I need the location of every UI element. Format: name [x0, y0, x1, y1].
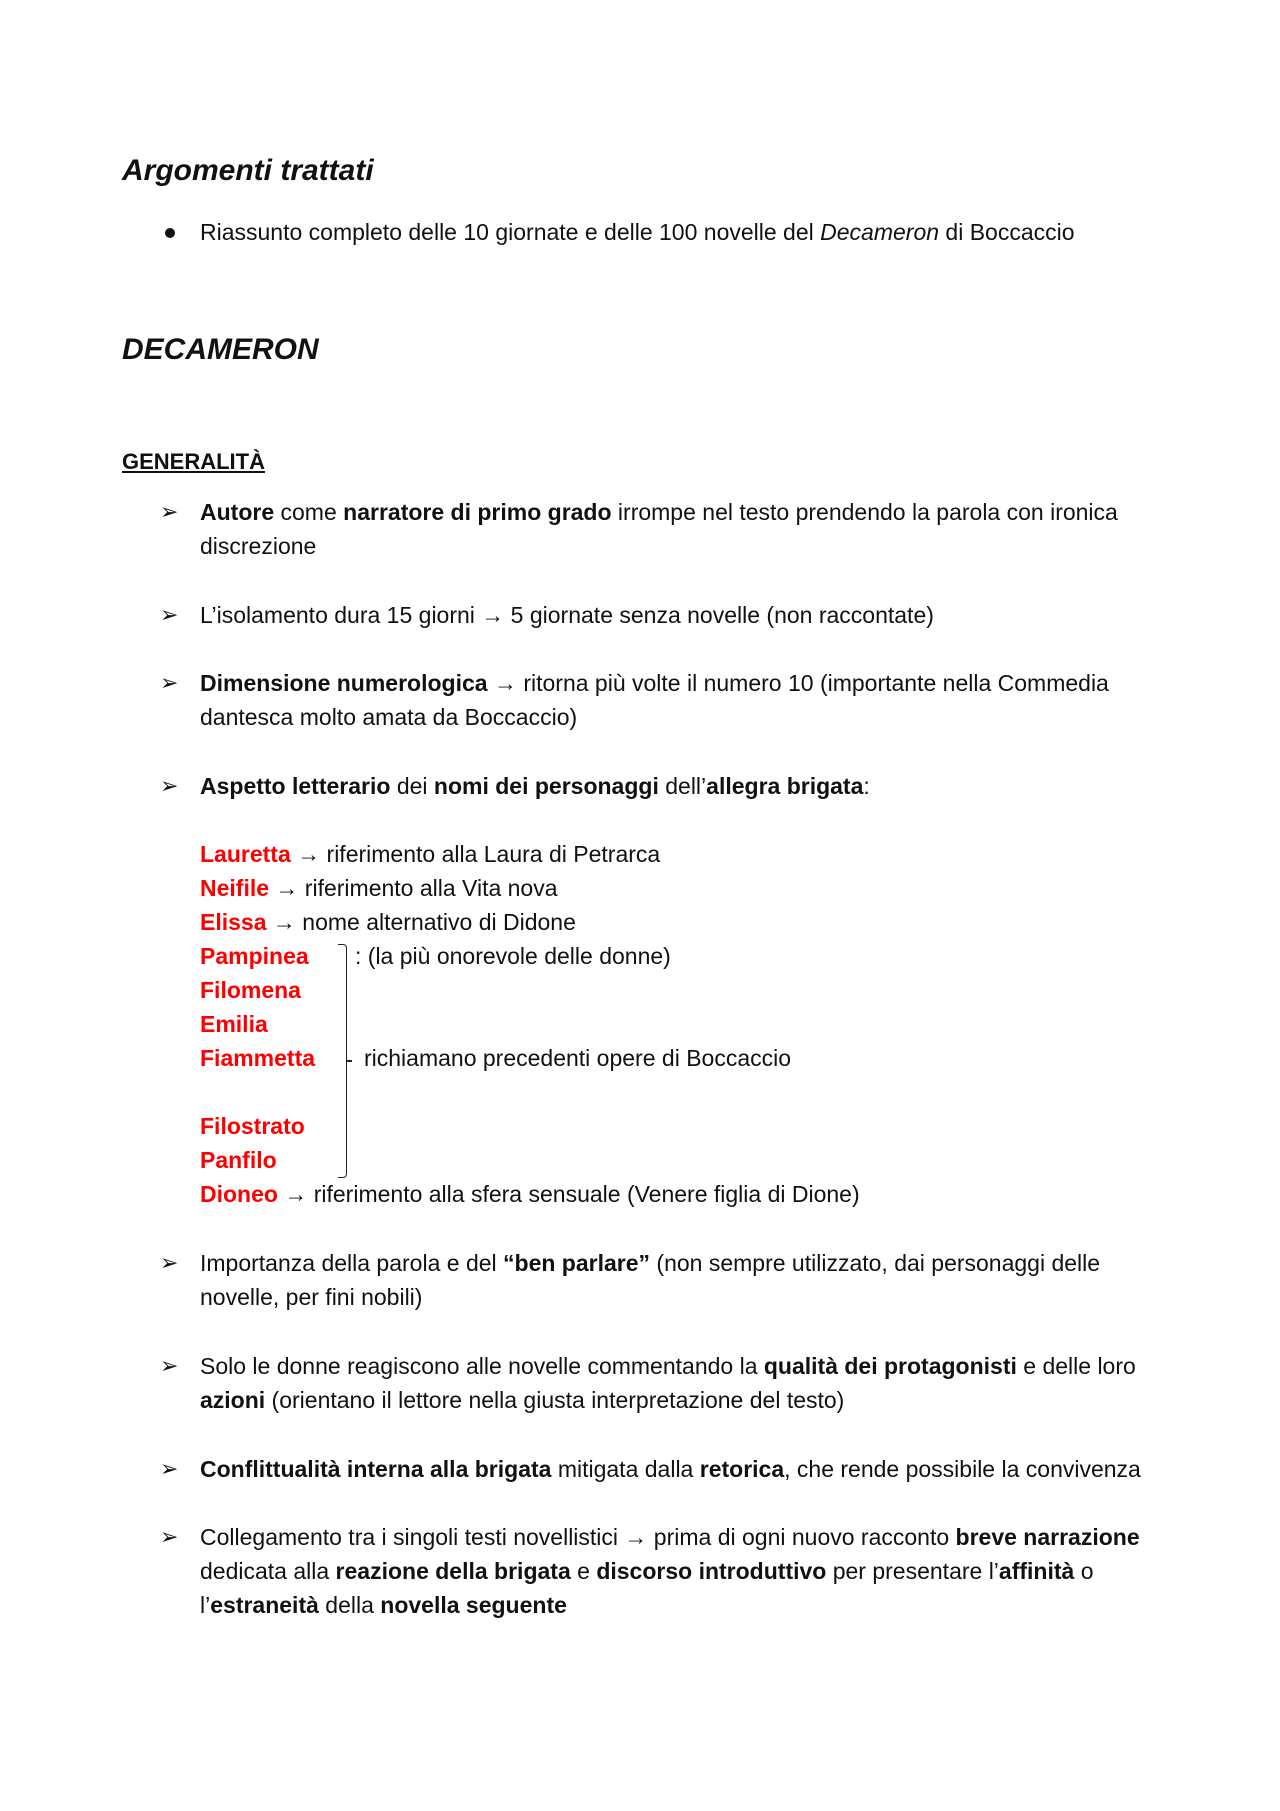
text: e delle loro [1016, 1353, 1136, 1379]
text: Collegamento tra i singoli testi novellistici [200, 1524, 625, 1550]
arrow-bullet-icon: ➢ [160, 1353, 179, 1378]
bold-text: Aspetto letterario [200, 773, 391, 799]
character-note: nome alternativo di Didone [295, 909, 576, 935]
list-item [160, 1349, 1170, 1417]
text: o l’ [200, 1558, 1094, 1618]
arrow-icon: → [624, 1524, 648, 1550]
text: mitigata dalla [551, 1456, 700, 1482]
bold-text: novella seguente [380, 1592, 567, 1618]
character-name: Elissa [200, 909, 267, 935]
list-item [160, 495, 1170, 563]
character-elissa [200, 905, 576, 939]
character-name: Neifile [200, 875, 270, 901]
bold-text: estraneità [210, 1592, 319, 1618]
character-name: Filostrato [200, 1113, 305, 1139]
character-name: Filomena [200, 977, 301, 1003]
text: e [570, 1558, 597, 1584]
text: Solo le donne reagiscono alle novelle commentando la [200, 1353, 764, 1379]
bold-text: azioni [200, 1387, 266, 1413]
arrow-bullet-icon: ➢ [160, 602, 179, 627]
character-name: Dioneo [200, 1181, 278, 1207]
arrow-bullet-icon: ➢ [160, 499, 179, 524]
text: (non sempre utilizzato, dai personaggi delle novelle, per fini nobili) [200, 1250, 1101, 1310]
character-name: Lauretta [200, 841, 291, 867]
arrow-icon: → [493, 670, 517, 696]
list-item [160, 598, 1170, 632]
bold-text: Dimensione numerologica [200, 670, 488, 696]
character-name: Pampinea [200, 943, 309, 969]
arrow-icon: → [275, 875, 299, 901]
bold-text: “ben parlare” [503, 1250, 651, 1276]
bold-text: Conflittualità interna alla brigata [200, 1456, 552, 1482]
arrow-bullet-icon: ➢ [160, 670, 179, 695]
text: , che rende possibile la convivenza [784, 1456, 1141, 1482]
topics-bullet-italic: Decameron [820, 219, 940, 245]
text: (orientano il lettore nella giusta interpretazione del testo) [265, 1387, 845, 1413]
document-title: DECAMERON [122, 333, 319, 366]
list-item [160, 1520, 1170, 1622]
text: 5 giornate senza novelle (non raccontate) [504, 602, 934, 628]
list-item [160, 666, 1170, 734]
list-item [160, 1246, 1170, 1314]
list-item [160, 1452, 1170, 1486]
text: : [863, 773, 870, 799]
arrow-bullet-icon: ➢ [160, 1524, 179, 1549]
text: per presentare l’ [826, 1558, 999, 1584]
bold-text: allegra brigata [706, 773, 864, 799]
topics-heading: Argomenti trattati [122, 154, 374, 187]
topics-bullet-tail: di Boccaccio [939, 219, 1075, 245]
character-note: riferimento alla Vita nova [298, 875, 558, 901]
arrow-bullet-icon: ➢ [160, 1456, 179, 1481]
character-name: Fiammetta [200, 1045, 316, 1071]
bold-text: discorso introduttivo [596, 1558, 827, 1584]
text: della [318, 1592, 381, 1618]
text: L’isolamento dura 15 giorni [200, 602, 482, 628]
list-item [160, 769, 1170, 803]
character-fiammetta [200, 1041, 315, 1075]
group-brace-tick [346, 1060, 352, 1062]
character-neifile [200, 871, 558, 905]
arrow-icon: → [272, 909, 296, 935]
character-filomena [200, 973, 301, 1007]
bold-text: nomi dei personaggi [433, 773, 659, 799]
text: dell’ [658, 773, 707, 799]
character-pampinea [200, 939, 309, 973]
arrow-icon: → [481, 602, 505, 628]
text: dedicata alla [200, 1558, 336, 1584]
character-lauretta [200, 837, 660, 871]
topics-bullet-text: Riassunto completo delle 10 giornate e delle 100 novelle del [200, 219, 821, 245]
character-emilia [200, 1007, 268, 1041]
character-dioneo [200, 1177, 860, 1211]
pampinea-note: : (la più onorevole delle donne) [355, 943, 671, 969]
character-panfilo [200, 1143, 277, 1177]
text: Importanza della parola e del [200, 1250, 504, 1276]
bold-text: qualità dei protagonisti [763, 1353, 1017, 1379]
text: irrompe nel testo prendendo la parola con ironica discrezione [200, 499, 1118, 559]
bold-text: reazione della brigata [335, 1558, 571, 1584]
bold-text: affinità [998, 1558, 1075, 1584]
group-note: richiamano precedenti opere di Boccaccio [364, 1045, 792, 1071]
text: prima di ogni nuovo racconto [647, 1524, 956, 1550]
bold-text: narratore di primo grado [343, 499, 612, 525]
arrow-icon: → [297, 841, 321, 867]
text: come [274, 499, 344, 525]
arrow-bullet-icon: ➢ [160, 773, 179, 798]
text: dei [390, 773, 434, 799]
text: ritorna più volte il numero 10 (importante nella Commedia dantesca molto amata da Boccaccio) [200, 670, 1109, 730]
character-filostrato [200, 1109, 305, 1143]
character-name: Emilia [200, 1011, 268, 1037]
character-note: riferimento alla Laura di Petrarca [320, 841, 661, 867]
bold-text: breve narrazione [955, 1524, 1140, 1550]
section-heading: GENERALITÀ [122, 449, 265, 474]
topics-bullet [200, 219, 1075, 246]
bold-text: retorica [699, 1456, 785, 1482]
character-note: riferimento alla sfera sensuale (Venere figlia di Dione) [307, 1181, 860, 1207]
arrow-icon: → [284, 1181, 308, 1207]
bullet-dot [165, 228, 175, 238]
character-name: Panfilo [200, 1147, 277, 1173]
bold-text: Autore [200, 499, 275, 525]
arrow-bullet-icon: ➢ [160, 1250, 179, 1275]
